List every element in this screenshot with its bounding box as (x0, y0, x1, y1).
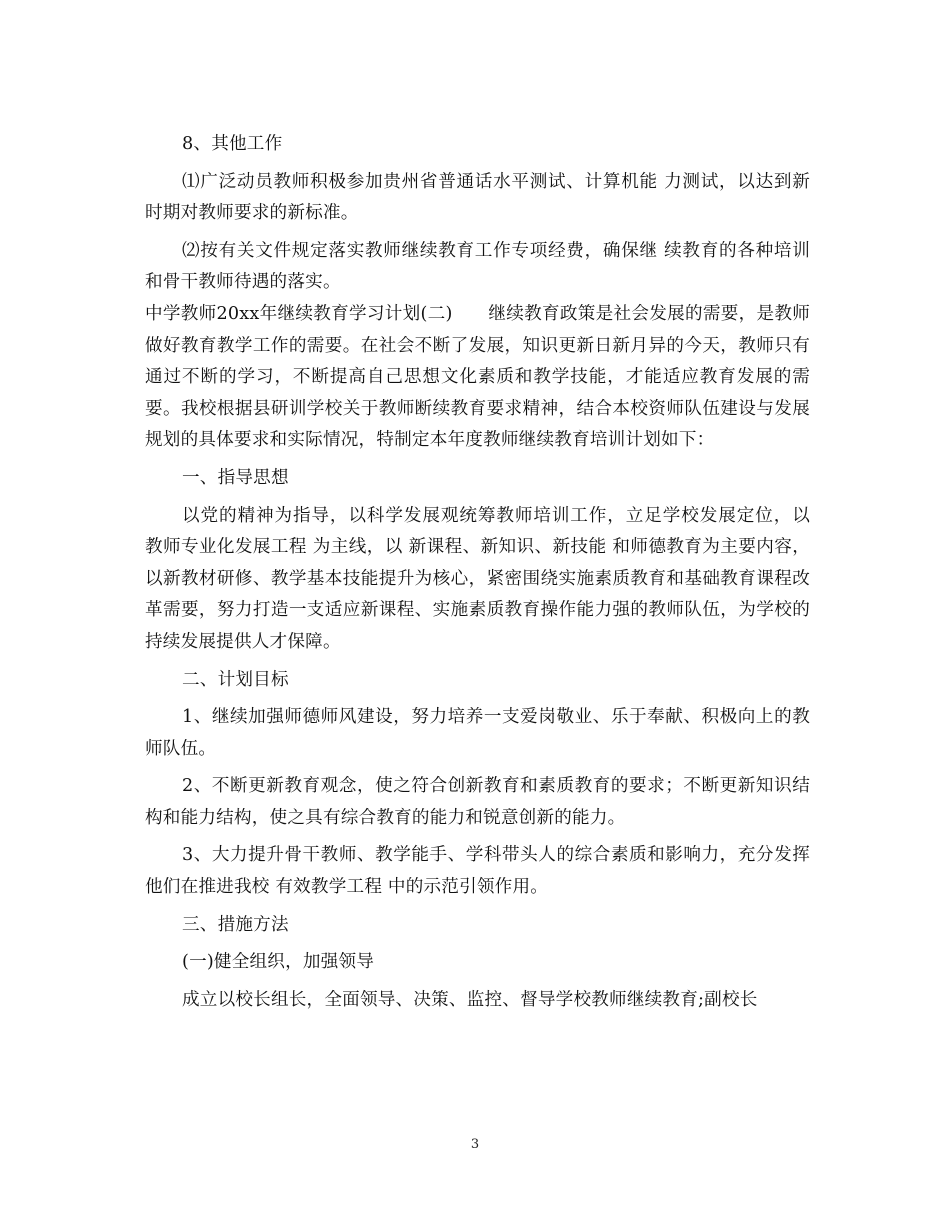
paragraph-mandarin-test: ⑴广泛动员教师积极参加贵州省普通话水平测试、计算机能 力测试，以达到新时期对教师要求的新标准。 (145, 171, 810, 224)
paragraph-goal-1: 1、继续加强师德师风建设，努力培养一支爱岗敬业、乐于奉献、积极向上的教师队伍。 (145, 707, 810, 759)
paragraph-funding: ⑵按有关文件规定落实教师继续教育工作专项经费，确保继 续教育的各种培训和骨干教师待遇的落实。 (145, 240, 810, 293)
paragraph-guiding-thought: 以党的精神为指导，以科学发展观统筹教师培训工作，立足学校发展定位，以 教师专业化发展工程 为主线，以 新课程、新知识、新技能 和师德教育为主要内容，以新教材研修、教学基本技能提升为核心，紧密围绕实施素质教育和基础教育课程改革需要，努力打造一支适应新课程、实施素质教育操作能力强的教师队伍，为学校的持续发展提供人才保障。 (145, 505, 810, 652)
paragraph-organization: 成立以校长组长，全面领导、决策、监控、督导学校教师继续教育;副校长 (182, 989, 758, 1010)
page-number: 3 (470, 1137, 480, 1152)
paragraph-plan-intro: 中学教师20xx年继续教育学习计划(二) 继续教育政策是社会发展的需要，是教师做好教育教学工作的需要。在社会不断了发展，知识更新日新月异的今天，教师只有通过不断的学习，不断提高自己思想文化素质和教学技能，才能适应教育发展的需要。我校根据县研训学校关于教师断续教育要求精神，结合本校资师队伍建设与发展规划的具体要求和实际情况，特制定本年度教师继续教育培训计划如下： (145, 303, 810, 451)
section-heading-other-work: 8、其他工作 (182, 134, 283, 154)
paragraph-goal-2: 2、不断更新教育观念，使之符合创新教育和素质教育的要求；不断更新知识结构和能力结构，使之具有综合教育的能力和锐意创新的能力。 (145, 776, 810, 828)
section-heading-plan-goals: 二、计划目标 (182, 669, 289, 690)
subheading-organization: (一)健全组织，加强领导 (182, 952, 375, 973)
paragraph-goal-3: 3、大力提升骨干教师、教学能手、学科带头人的综合素质和影响力，充分发挥他们在推进我校 有效教学工程 中的示范引领作用。 (145, 845, 810, 898)
section-heading-measures: 三、措施方法 (182, 914, 289, 935)
document-body (145, 129, 810, 1016)
section-heading-guiding-thought: 一、指导思想 (182, 467, 289, 488)
